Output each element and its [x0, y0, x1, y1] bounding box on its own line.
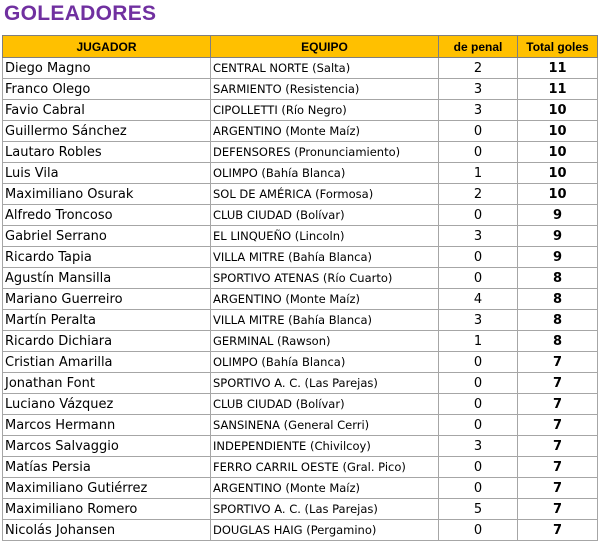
total-goals-cell[interactable]: 7: [518, 394, 598, 415]
total-goals-cell[interactable]: 7: [518, 436, 598, 457]
team-cell[interactable]: SPORTIVO A. C. (Las Parejas): [211, 373, 439, 394]
total-goals-cell[interactable]: 7: [518, 478, 598, 499]
team-cell[interactable]: OLIMPO (Bahía Blanca): [211, 352, 439, 373]
team-cell[interactable]: SARMIENTO (Resistencia): [211, 79, 439, 100]
player-cell[interactable]: Marcos Salvaggio: [3, 436, 211, 457]
total-goals-cell[interactable]: 7: [518, 457, 598, 478]
penalty-cell[interactable]: 5: [439, 499, 518, 520]
team-cell[interactable]: ARGENTINO (Monte Maíz): [211, 478, 439, 499]
total-goals-cell[interactable]: 8: [518, 289, 598, 310]
table-row: [3, 226, 598, 247]
team-cell[interactable]: SANSINENA (General Cerri): [211, 415, 439, 436]
total-goals-cell[interactable]: 10: [518, 100, 598, 121]
penalty-cell[interactable]: 0: [439, 478, 518, 499]
team-cell[interactable]: OLIMPO (Bahía Blanca): [211, 163, 439, 184]
team-cell[interactable]: ARGENTINO (Monte Maíz): [211, 289, 439, 310]
table-row: [3, 436, 598, 457]
header-team[interactable]: EQUIPO: [211, 36, 439, 58]
table-row: [3, 373, 598, 394]
table-row: [3, 163, 598, 184]
player-cell[interactable]: Maximiliano Gutiérrez: [3, 478, 211, 499]
total-goals-cell[interactable]: 8: [518, 268, 598, 289]
penalty-cell[interactable]: 0: [439, 457, 518, 478]
player-cell[interactable]: Luciano Vázquez: [3, 394, 211, 415]
player-cell[interactable]: Lautaro Robles: [3, 142, 211, 163]
team-cell[interactable]: CLUB CIUDAD (Bolívar): [211, 394, 439, 415]
table-row: [3, 121, 598, 142]
scorers-table: [2, 35, 598, 541]
team-cell[interactable]: SPORTIVO ATENAS (Río Cuarto): [211, 268, 439, 289]
penalty-cell[interactable]: 0: [439, 520, 518, 541]
table-row: [3, 415, 598, 436]
header-total[interactable]: Total goles: [518, 36, 598, 58]
penalty-cell[interactable]: 0: [439, 415, 518, 436]
table-row: [3, 310, 598, 331]
table-row: [3, 331, 598, 352]
penalty-cell[interactable]: 1: [439, 163, 518, 184]
penalty-cell[interactable]: 0: [439, 142, 518, 163]
total-goals-cell[interactable]: 7: [518, 520, 598, 541]
player-cell[interactable]: Mariano Guerreiro: [3, 289, 211, 310]
table-header-row: [3, 36, 598, 58]
player-cell[interactable]: Favio Cabral: [3, 100, 211, 121]
penalty-cell[interactable]: 2: [439, 184, 518, 205]
team-cell[interactable]: SOL DE AMÉRICA (Formosa): [211, 184, 439, 205]
team-cell[interactable]: VILLA MITRE (Bahía Blanca): [211, 310, 439, 331]
table-row: [3, 289, 598, 310]
team-cell[interactable]: INDEPENDIENTE (Chivilcoy): [211, 436, 439, 457]
player-cell[interactable]: Alfredo Troncoso: [3, 205, 211, 226]
total-goals-cell[interactable]: 10: [518, 184, 598, 205]
table-row: [3, 100, 598, 121]
team-cell[interactable]: SPORTIVO A. C. (Las Parejas): [211, 499, 439, 520]
total-goals-cell[interactable]: 8: [518, 331, 598, 352]
player-cell[interactable]: Gabriel Serrano: [3, 226, 211, 247]
total-goals-cell[interactable]: 7: [518, 352, 598, 373]
penalty-cell[interactable]: 3: [439, 79, 518, 100]
player-cell[interactable]: Luis Vila: [3, 163, 211, 184]
player-cell[interactable]: Diego Magno: [3, 58, 211, 79]
total-goals-cell[interactable]: 7: [518, 415, 598, 436]
total-goals-cell[interactable]: 9: [518, 247, 598, 268]
total-goals-cell[interactable]: 10: [518, 142, 598, 163]
page-title: GOLEADORES: [4, 2, 157, 25]
table-row: [3, 247, 598, 268]
total-goals-cell[interactable]: 10: [518, 121, 598, 142]
table-row: [3, 268, 598, 289]
table-row: [3, 79, 598, 100]
team-cell[interactable]: ARGENTINO (Monte Maíz): [211, 121, 439, 142]
team-cell[interactable]: DEFENSORES (Pronunciamiento): [211, 142, 439, 163]
penalty-cell[interactable]: 0: [439, 247, 518, 268]
penalty-cell[interactable]: 0: [439, 121, 518, 142]
total-goals-cell[interactable]: 8: [518, 310, 598, 331]
team-cell[interactable]: VILLA MITRE (Bahía Blanca): [211, 247, 439, 268]
total-goals-cell[interactable]: 11: [518, 79, 598, 100]
player-cell[interactable]: Matías Persia: [3, 457, 211, 478]
table-row: [3, 58, 598, 79]
player-cell[interactable]: Ricardo Dichiara: [3, 331, 211, 352]
total-goals-cell[interactable]: 11: [518, 58, 598, 79]
table-row: [3, 142, 598, 163]
header-player[interactable]: JUGADOR: [3, 36, 211, 58]
player-cell[interactable]: Franco Olego: [3, 79, 211, 100]
player-cell[interactable]: Agustín Mansilla: [3, 268, 211, 289]
penalty-cell[interactable]: 2: [439, 58, 518, 79]
table-row: [3, 352, 598, 373]
penalty-cell[interactable]: 0: [439, 352, 518, 373]
penalty-cell[interactable]: 3: [439, 226, 518, 247]
penalty-cell[interactable]: 4: [439, 289, 518, 310]
penalty-cell[interactable]: 0: [439, 205, 518, 226]
total-goals-cell[interactable]: 9: [518, 226, 598, 247]
penalty-cell[interactable]: 0: [439, 268, 518, 289]
table-row: [3, 205, 598, 226]
player-cell[interactable]: Maximiliano Romero: [3, 499, 211, 520]
player-cell[interactable]: Jonathan Font: [3, 373, 211, 394]
table-row: [3, 457, 598, 478]
player-cell[interactable]: Marcos Hermann: [3, 415, 211, 436]
player-cell[interactable]: Ricardo Tapia: [3, 247, 211, 268]
table-row: [3, 394, 598, 415]
player-cell[interactable]: Maximiliano Osurak: [3, 184, 211, 205]
player-cell[interactable]: Martín Peralta: [3, 310, 211, 331]
table-row: [3, 520, 598, 541]
team-cell[interactable]: GERMINAL (Rawson): [211, 331, 439, 352]
team-cell[interactable]: EL LINQUEÑO (Lincoln): [211, 226, 439, 247]
total-goals-cell[interactable]: 10: [518, 163, 598, 184]
team-cell[interactable]: CIPOLLETTI (Río Negro): [211, 100, 439, 121]
header-penalty[interactable]: de penal: [439, 36, 518, 58]
penalty-cell[interactable]: 3: [439, 100, 518, 121]
penalty-cell[interactable]: 3: [439, 310, 518, 331]
table-row: [3, 499, 598, 520]
table-row: [3, 478, 598, 499]
team-cell[interactable]: CLUB CIUDAD (Bolívar): [211, 205, 439, 226]
total-goals-cell[interactable]: 7: [518, 499, 598, 520]
player-cell[interactable]: Cristian Amarilla: [3, 352, 211, 373]
table-row: [3, 184, 598, 205]
penalty-cell[interactable]: 0: [439, 394, 518, 415]
team-cell[interactable]: CENTRAL NORTE (Salta): [211, 58, 439, 79]
player-cell[interactable]: Nicolás Johansen: [3, 520, 211, 541]
total-goals-cell[interactable]: 9: [518, 205, 598, 226]
penalty-cell[interactable]: 0: [439, 373, 518, 394]
penalty-cell[interactable]: 3: [439, 436, 518, 457]
player-cell[interactable]: Guillermo Sánchez: [3, 121, 211, 142]
team-cell[interactable]: DOUGLAS HAIG (Pergamino): [211, 520, 439, 541]
team-cell[interactable]: FERRO CARRIL OESTE (Gral. Pico): [211, 457, 439, 478]
penalty-cell[interactable]: 1: [439, 331, 518, 352]
total-goals-cell[interactable]: 7: [518, 373, 598, 394]
